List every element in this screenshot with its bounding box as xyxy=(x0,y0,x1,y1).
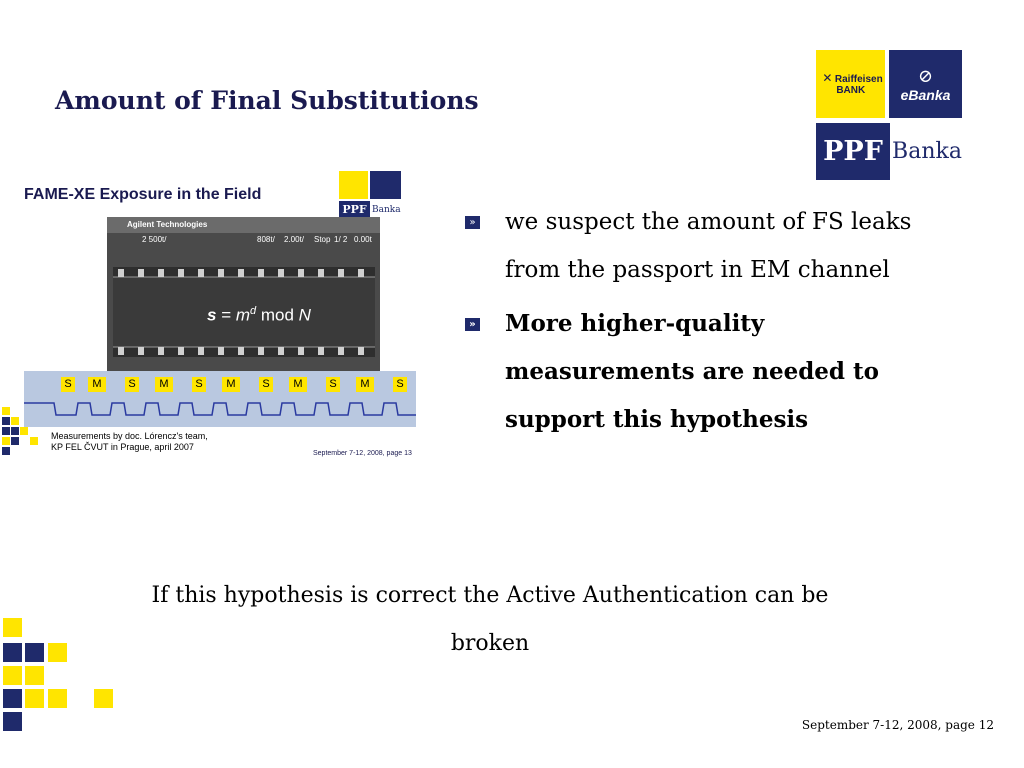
small-ebanka-tile xyxy=(370,171,401,199)
raiffeisen-mark-icon: ✕ xyxy=(822,70,833,85)
inset-date: September 7-12, 2008, page 13 xyxy=(313,450,412,457)
sm-label: M xyxy=(88,377,106,392)
sm-trace xyxy=(24,371,416,427)
sm-label: S xyxy=(192,377,206,392)
small-raiffeisen-tile xyxy=(339,171,368,199)
raiffeisen-bank: BANK xyxy=(836,84,866,96)
scope-readout: 2.00t/ xyxy=(284,235,305,244)
slide-footer: September 7-12, 2008, page 12 xyxy=(801,718,994,732)
bullet-item xyxy=(465,300,935,444)
sm-label: S xyxy=(259,377,273,392)
formula-m: m xyxy=(235,305,251,325)
ppf-logo: PPF xyxy=(816,123,890,180)
sm-label: S xyxy=(125,377,139,392)
scope-readout: Stop xyxy=(314,235,331,244)
bullet-text: we suspect the amount of FS leaks from the passport in EM channel xyxy=(505,209,912,283)
oscilloscope-screenshot xyxy=(107,217,380,377)
small-ppf-tile: PPF xyxy=(339,201,370,219)
sm-label: M xyxy=(356,377,374,392)
formula-d: d xyxy=(250,305,257,317)
sm-label: S xyxy=(61,377,75,392)
small-banka-text: Banka xyxy=(372,205,401,215)
large-squares-lower xyxy=(3,618,113,731)
formula-equals: = xyxy=(216,305,236,325)
slide-title: Amount of Final Substitutions xyxy=(55,86,479,115)
double-chevron-right-icon: » xyxy=(465,216,480,229)
formula-s: s xyxy=(207,305,217,325)
rsa-formula xyxy=(207,302,311,326)
scope-brand: Agilent Technologies xyxy=(127,220,208,229)
conclusion-text: If this hypothesis is correct the Active Authentication can be broken xyxy=(151,583,829,656)
measurement-credit xyxy=(51,431,208,453)
scope-readout: 0.00t xyxy=(354,235,372,244)
formula-mod: mod xyxy=(256,305,299,325)
raiffeisen-logo xyxy=(816,50,885,118)
sm-label: S xyxy=(326,377,340,392)
inset-title: FAME-XE Exposure in the Field xyxy=(24,186,262,203)
ebanka-mark-icon: ⊘ xyxy=(917,65,934,87)
measurement-line: KP FEL ČVUT in Prague, april 2007 xyxy=(51,442,194,452)
double-chevron-right-icon: » xyxy=(465,318,480,331)
bank-logo xyxy=(816,50,962,180)
measurement-line: Measurements by doc. Lórencz's team, xyxy=(51,431,208,441)
bullet-text: More higher-quality measurements are needed to support this hypothesis xyxy=(505,310,879,433)
bullet-item xyxy=(465,198,935,294)
ebanka-logo xyxy=(889,50,962,118)
formula-n: N xyxy=(298,305,311,325)
scope-readout: 2 500t/ xyxy=(142,235,167,244)
scope-readout: 1/ 2 xyxy=(334,235,348,244)
scope-readout: 808t/ xyxy=(257,235,275,244)
sm-label: M xyxy=(222,377,240,392)
sm-label: M xyxy=(155,377,173,392)
ebanka-name: eBanka xyxy=(900,86,951,103)
banka-logo-text: Banka xyxy=(892,123,962,180)
sm-label: M xyxy=(289,377,307,392)
sm-label-row xyxy=(61,377,417,393)
bank-logo-small xyxy=(339,171,401,219)
sm-label: S xyxy=(393,377,407,392)
bullet-list xyxy=(465,198,935,444)
raiffeisen-name: Raiffeisen xyxy=(834,73,883,85)
